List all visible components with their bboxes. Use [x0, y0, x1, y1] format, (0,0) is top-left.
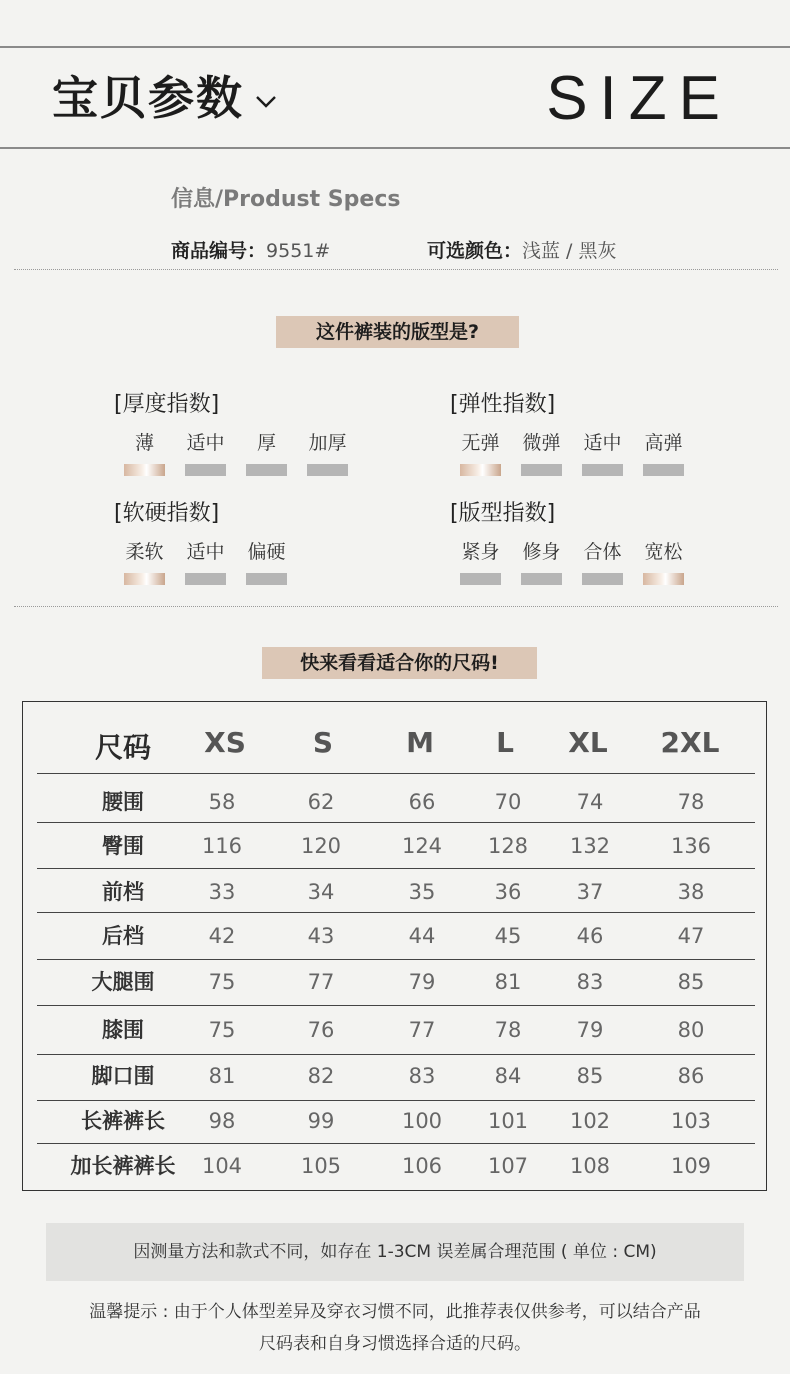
- table-cell: 105: [300, 1154, 342, 1178]
- table-cell: 76: [307, 1018, 335, 1042]
- level-bar: [582, 573, 623, 585]
- table-cell: 128: [487, 834, 529, 858]
- table-cell: 80: [677, 1018, 705, 1042]
- table-cell: 38: [677, 880, 705, 904]
- table-cell: 46: [576, 924, 604, 948]
- table-cell: 81: [494, 970, 522, 994]
- table-cell: 58: [208, 790, 236, 814]
- table-cell: 75: [208, 1018, 236, 1042]
- table-cell: 83: [408, 1064, 436, 1088]
- table-cell: 106: [401, 1154, 443, 1178]
- table-cell: 100: [401, 1109, 443, 1133]
- table-cell: 82: [307, 1064, 335, 1088]
- table-cell: 102: [569, 1109, 611, 1133]
- item-number-label: 商品编号：: [171, 240, 267, 262]
- index-option: [450, 430, 511, 476]
- header-cell: L: [496, 726, 514, 759]
- color-options-label: 可选颜色：: [427, 240, 523, 262]
- table-cell: 66: [408, 790, 436, 814]
- tip-line-2: 尺码表和自身习惯选择合适的尺码。: [259, 1334, 531, 1354]
- row-label: 后档: [102, 924, 144, 948]
- index-title: [厚度指数]: [114, 392, 220, 417]
- table-cell: 83: [576, 970, 604, 994]
- table-cell: 43: [307, 924, 335, 948]
- row-divider: [37, 822, 755, 823]
- option-label: 高弹: [644, 432, 683, 454]
- index-option: [114, 430, 175, 476]
- option-label: 柔软: [125, 541, 164, 563]
- table-cell: 77: [408, 1018, 436, 1042]
- index-option: [511, 539, 572, 585]
- index-option: [297, 430, 358, 476]
- option-label: 合体: [583, 541, 622, 563]
- row-label: 加长裤裤长: [70, 1154, 176, 1178]
- top-rule: [0, 46, 790, 48]
- table-cell: 79: [576, 1018, 604, 1042]
- page-title: 宝贝参数: [52, 71, 244, 125]
- index-option: [236, 539, 297, 585]
- option-label: 宽松: [644, 541, 683, 563]
- selected-level-bar: [460, 464, 501, 476]
- level-bar: [643, 464, 684, 476]
- level-bar: [246, 464, 287, 476]
- option-label: 修身: [522, 541, 561, 563]
- index-option: [236, 430, 297, 476]
- row-label: 前档: [102, 880, 144, 904]
- table-cell: 34: [307, 880, 335, 904]
- table-cell: 75: [208, 970, 236, 994]
- header-cell: 尺码: [94, 731, 152, 764]
- index-option: [633, 539, 694, 585]
- row-divider: [37, 1143, 755, 1144]
- level-bar: [185, 573, 226, 585]
- row-divider: [37, 1005, 755, 1006]
- table-cell: 99: [307, 1109, 335, 1133]
- row-label: 大腿围: [91, 970, 155, 994]
- index-option: [450, 539, 511, 585]
- size-table-header: [23, 702, 766, 774]
- table-cell: 77: [307, 970, 335, 994]
- selected-level-bar: [124, 573, 165, 585]
- table-cell: 35: [408, 880, 436, 904]
- level-bar: [460, 573, 501, 585]
- table-cell: 79: [408, 970, 436, 994]
- option-label: 适中: [186, 541, 225, 563]
- option-label: 微弹: [522, 432, 561, 454]
- softness-index: [114, 496, 297, 585]
- header-bottom-rule: [0, 147, 790, 149]
- index-option: [633, 430, 694, 476]
- elasticity-index: [450, 387, 694, 476]
- index-title: [弹性指数]: [450, 392, 556, 417]
- table-cell: 84: [494, 1064, 522, 1088]
- index-option: [114, 539, 175, 585]
- specs-section-label: 信息/Produst Specs: [171, 187, 401, 212]
- row-label: 脚口围: [91, 1064, 155, 1088]
- item-number-value: 9551#: [266, 240, 331, 262]
- level-bar: [185, 464, 226, 476]
- table-cell: 85: [576, 1064, 604, 1088]
- table-cell: 101: [487, 1109, 529, 1133]
- level-bar: [521, 464, 562, 476]
- row-label: 长裤裤长: [81, 1109, 165, 1133]
- index-option: [175, 539, 236, 585]
- index-option: [572, 430, 633, 476]
- size-heading: SIZE: [546, 64, 732, 133]
- option-label: 适中: [186, 432, 225, 454]
- table-cell: 37: [576, 880, 604, 904]
- row-label: 膝围: [102, 1018, 144, 1042]
- row-divider: [37, 773, 755, 774]
- table-cell: 107: [487, 1154, 529, 1178]
- table-cell: 103: [670, 1109, 712, 1133]
- table-cell: 136: [670, 834, 712, 858]
- item-number: [171, 236, 330, 263]
- fit-index: [450, 496, 694, 585]
- level-bar: [246, 573, 287, 585]
- option-label: 厚: [256, 432, 276, 454]
- index-option: [511, 430, 572, 476]
- thickness-index: [114, 387, 358, 476]
- color-options: [427, 236, 617, 263]
- measurement-note: 因测量方法和款式不同，如存在 1-3CM 误差属合理范围 ( 单位 : CM): [46, 1223, 744, 1281]
- table-cell: 109: [670, 1154, 712, 1178]
- level-bar: [521, 573, 562, 585]
- header-cell: 2XL: [660, 726, 720, 759]
- table-cell: 78: [677, 790, 705, 814]
- selected-level-bar: [643, 573, 684, 585]
- table-cell: 116: [201, 834, 243, 858]
- table-cell: 85: [677, 970, 705, 994]
- table-cell: 47: [677, 924, 705, 948]
- divider: [14, 269, 778, 270]
- row-label: 臀围: [102, 834, 144, 858]
- level-bar: [307, 464, 348, 476]
- table-cell: 62: [307, 790, 335, 814]
- divider: [14, 606, 778, 607]
- index-option: [572, 539, 633, 585]
- table-cell: 104: [201, 1154, 243, 1178]
- table-cell: 36: [494, 880, 522, 904]
- fit-banner: 这件裤装的版型是?: [276, 316, 519, 348]
- table-cell: 98: [208, 1109, 236, 1133]
- row-label: 腰围: [102, 790, 144, 814]
- table-cell: 42: [208, 924, 236, 948]
- option-label: 偏硬: [247, 541, 286, 563]
- color-options-value: 浅蓝 / 黑灰: [522, 240, 617, 262]
- size-table: [22, 701, 767, 1191]
- table-cell: 120: [300, 834, 342, 858]
- table-cell: 78: [494, 1018, 522, 1042]
- table-cell: 81: [208, 1064, 236, 1088]
- header-cell: S: [312, 726, 334, 759]
- header-title-group: [52, 70, 278, 126]
- option-label: 紧身: [461, 541, 500, 563]
- header-cell: XL: [568, 726, 608, 759]
- table-cell: 44: [408, 924, 436, 948]
- table-cell: 45: [494, 924, 522, 948]
- table-cell: 33: [208, 880, 236, 904]
- level-bar: [582, 464, 623, 476]
- table-cell: 132: [569, 834, 611, 858]
- index-option: [175, 430, 236, 476]
- table-cell: 108: [569, 1154, 611, 1178]
- row-divider: [37, 1054, 755, 1055]
- row-divider: [37, 912, 755, 913]
- option-label: 无弹: [461, 432, 500, 454]
- option-label: 加厚: [308, 432, 347, 454]
- table-cell: 74: [576, 790, 604, 814]
- selected-level-bar: [124, 464, 165, 476]
- chevron-down-icon: [254, 94, 278, 110]
- row-divider: [37, 959, 755, 960]
- table-cell: 124: [401, 834, 443, 858]
- tip-line-1: 温馨提示 : 由于个人体型差异及穿衣习惯不同，此推荐表仅供参考，可以结合产品: [89, 1302, 701, 1322]
- table-cell: 86: [677, 1064, 705, 1088]
- row-divider: [37, 1100, 755, 1101]
- index-title: [软硬指数]: [114, 501, 220, 526]
- option-label: 适中: [583, 432, 622, 454]
- header-cell: XS: [204, 726, 246, 759]
- table-cell: 70: [494, 790, 522, 814]
- size-banner: 快来看看适合你的尺码!: [262, 647, 537, 679]
- option-label: 薄: [134, 432, 154, 454]
- row-divider: [37, 868, 755, 869]
- header-cell: M: [406, 726, 434, 759]
- index-title: [版型指数]: [450, 501, 556, 526]
